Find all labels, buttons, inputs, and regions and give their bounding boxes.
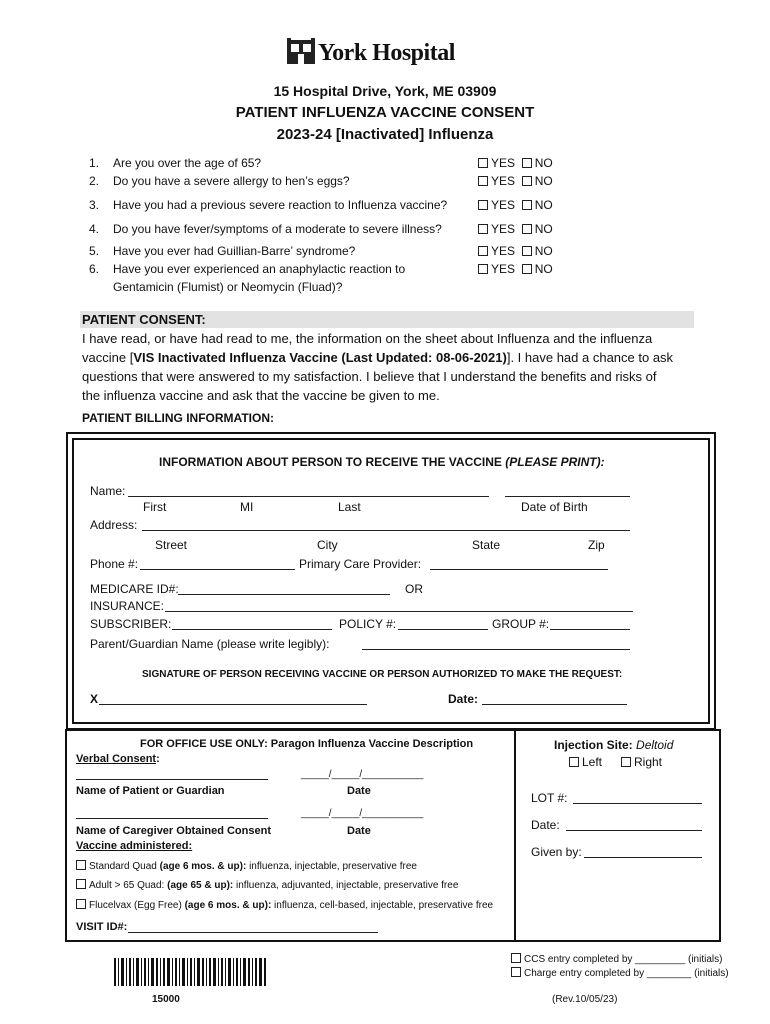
dob-caption: Date of Birth — [521, 500, 588, 514]
yes-no-row — [478, 198, 553, 212]
signature-date-input[interactable] — [482, 704, 627, 705]
yes-no-row — [478, 156, 553, 170]
barcode-icon — [114, 958, 268, 986]
address-label: Address: — [90, 518, 138, 532]
info-box-title: INFORMATION ABOUT PERSON TO RECEIVE THE VACCINE (PLEASE PRINT): — [159, 455, 605, 469]
york-hospital-logo-icon — [286, 38, 316, 68]
no-checkbox[interactable] — [522, 176, 532, 186]
date-caption: Date — [347, 825, 371, 837]
yes-no-row — [478, 174, 553, 188]
injection-box — [514, 729, 721, 942]
consent-line: questions that were answered to my satisfaction. I believe that I understand the benefits and risks of — [82, 369, 657, 384]
ccs-checkbox[interactable] — [511, 953, 521, 963]
yes-label: YES — [491, 156, 516, 170]
office-heading: FOR OFFICE USE ONLY: Paragon Influenza Vaccine Description — [140, 738, 474, 750]
consent-line: I have read, or have had read to me, the information on the sheet about Influenza and the influenza — [82, 331, 653, 346]
name-caregiver-caption: Name of Caregiver Obtained Consent — [76, 825, 271, 837]
yes-checkbox[interactable] — [478, 246, 488, 256]
no-checkbox[interactable] — [522, 246, 532, 256]
page-subtitle: 2023-24 [Inactivated] Influenza — [276, 126, 494, 143]
date-slash-field[interactable]: _____/_____/___________ — [301, 769, 424, 780]
city-caption: City — [317, 538, 338, 552]
no-checkbox[interactable] — [522, 224, 532, 234]
info-box-inner — [72, 438, 710, 724]
pcp-label: Primary Care Provider: — [299, 557, 422, 571]
question-text: Have you ever experienced an anaphylactic reaction to — [113, 262, 406, 276]
vaccine-option: Adult > 65 Quad: (age 65 & up): influenza, adjuvanted, injectable, preservative free — [76, 880, 458, 891]
group-input[interactable] — [550, 629, 630, 630]
phone-label: Phone #: — [90, 557, 139, 571]
state-caption: State — [472, 538, 501, 552]
insurance-input[interactable] — [165, 611, 633, 612]
pcp-input[interactable] — [430, 569, 608, 570]
question-text: Have you had a previous severe reaction to Influenza vaccine? — [113, 198, 448, 212]
vaccine-checkbox[interactable] — [76, 899, 86, 909]
no-label: NO — [534, 222, 553, 236]
consent-heading: PATIENT CONSENT: — [82, 312, 206, 327]
question-num: 3. — [89, 198, 100, 212]
yes-no-row — [478, 222, 553, 236]
yes-no-row — [478, 262, 553, 276]
question-num: 4. — [89, 222, 100, 236]
page-title: PATIENT INFLUENZA VACCINE CONSENT — [235, 104, 535, 121]
injection-left-option: Left — [569, 755, 602, 769]
question-num: 2. — [89, 174, 100, 188]
subscriber-input[interactable] — [172, 629, 332, 630]
signature-date-label: Date: — [448, 692, 479, 706]
last-caption: Last — [338, 500, 361, 514]
charge-checkbox[interactable] — [511, 967, 521, 977]
name-label: Name: — [90, 484, 126, 498]
question-num: 1. — [89, 156, 100, 170]
logo-text: York Hospital — [318, 40, 455, 66]
medicare-input[interactable] — [178, 594, 390, 595]
policy-input[interactable] — [398, 629, 488, 630]
vaccine-administered-heading: Vaccine administered: — [76, 840, 193, 852]
guardian-label: Parent/Guardian Name (please write legibly): — [90, 637, 330, 651]
no-label: NO — [534, 198, 553, 212]
address-input[interactable] — [142, 530, 630, 531]
no-checkbox[interactable] — [522, 158, 532, 168]
injection-date-input[interactable] — [566, 830, 702, 831]
question-text: Do you have fever/symptoms of a moderate to severe illness? — [113, 222, 442, 236]
policy-label: POLICY #: — [339, 617, 397, 631]
guardian-input[interactable] — [362, 649, 630, 650]
dob-input[interactable] — [505, 496, 630, 497]
vaccine-checkbox[interactable] — [76, 879, 86, 889]
question-num: 5. — [89, 244, 100, 258]
visit-id-label: VISIT ID#: — [76, 921, 128, 933]
yes-checkbox[interactable] — [478, 200, 488, 210]
yes-label: YES — [491, 262, 516, 276]
injection-date-label: Date: — [531, 818, 560, 832]
consent-line: vaccine [VIS Inactivated Influenza Vaccine (Last Updated: 08-06-2021)]. I have had a chance to ask — [82, 350, 674, 365]
signature-input[interactable] — [99, 704, 367, 705]
right-checkbox[interactable] — [621, 757, 631, 767]
insurance-label: INSURANCE: — [90, 599, 165, 613]
medicare-label: MEDICARE ID#: — [90, 582, 179, 596]
question-text: Do you have a severe allergy to hen’s eggs? — [113, 174, 350, 188]
lot-input[interactable] — [573, 803, 702, 804]
first-caption: First — [143, 500, 167, 514]
group-label: GROUP #: — [492, 617, 550, 631]
no-label: NO — [534, 244, 553, 258]
given-by-label: Given by: — [531, 845, 582, 859]
phone-input[interactable] — [140, 569, 295, 570]
caregiver-name-input[interactable] — [76, 818, 268, 819]
billing-heading: PATIENT BILLING INFORMATION: — [82, 411, 274, 425]
logo — [286, 38, 455, 70]
yes-label: YES — [491, 174, 516, 188]
yes-checkbox[interactable] — [478, 158, 488, 168]
revision-date: (Rev.10/05/23) — [552, 994, 618, 1005]
no-checkbox[interactable] — [522, 200, 532, 210]
yes-label: YES — [491, 244, 516, 258]
yes-checkbox[interactable] — [478, 224, 488, 234]
left-checkbox[interactable] — [569, 757, 579, 767]
or-label: OR — [405, 582, 423, 596]
charge-entry: Charge entry completed by ________ (initials) — [511, 968, 729, 979]
visit-id-input[interactable] — [128, 932, 378, 933]
vaccine-option: Standard Quad (age 6 mos. & up): influenza, injectable, preservative free — [76, 861, 417, 872]
yes-checkbox[interactable] — [478, 264, 488, 274]
ccs-entry: CCS entry completed by _________ (initials) — [511, 954, 722, 965]
no-label: NO — [534, 174, 553, 188]
yes-no-row — [478, 244, 553, 258]
yes-label: YES — [491, 222, 516, 236]
hospital-address: 15 Hospital Drive, York, ME 03909 — [273, 83, 497, 99]
mi-caption: MI — [240, 500, 254, 514]
no-label: NO — [534, 262, 553, 276]
patient-name-input[interactable] — [76, 779, 268, 780]
date-slash-field[interactable]: _____/_____/___________ — [301, 808, 424, 819]
vaccine-option: Flucelvax (Egg Free) (age 6 mos. & up): influenza, cell-based, injectable, preservative free — [76, 900, 493, 911]
question-text: Are you over the age of 65? — [113, 156, 262, 170]
injection-right-option: Right — [621, 755, 662, 769]
no-label: NO — [534, 156, 553, 170]
street-caption: Street — [155, 538, 188, 552]
no-checkbox[interactable] — [522, 264, 532, 274]
lot-label: LOT #: — [531, 791, 568, 805]
subscriber-label: SUBSCRIBER: — [90, 617, 172, 631]
question-text: Have you ever had Guillian-Barre’ syndrome? — [113, 244, 356, 258]
vaccine-checkbox[interactable] — [76, 860, 86, 870]
question-num: 6. — [89, 262, 100, 276]
verbal-consent-heading: Verbal Consent: — [76, 753, 160, 765]
form-number: 15000 — [152, 994, 180, 1005]
signature-heading: SIGNATURE OF PERSON RECEIVING VACCINE OR PERSON AUTHORIZED TO MAKE THE REQUEST: — [142, 669, 623, 680]
yes-label: YES — [491, 198, 516, 212]
question-text-continued: Gentamicin (Flumist) or Neomycin (Fluad)? — [113, 280, 343, 294]
consent-line: the influenza vaccine and ask that the vaccine be given to me. — [82, 388, 440, 403]
given-by-input[interactable] — [584, 857, 702, 858]
zip-caption: Zip — [588, 538, 605, 552]
yes-checkbox[interactable] — [478, 176, 488, 186]
date-caption: Date — [347, 785, 371, 797]
name-patient-caption: Name of Patient or Guardian — [76, 785, 225, 797]
signature-x: X — [90, 692, 99, 706]
name-input[interactable] — [128, 496, 489, 497]
injection-site: Injection Site: Deltoid — [554, 738, 674, 752]
